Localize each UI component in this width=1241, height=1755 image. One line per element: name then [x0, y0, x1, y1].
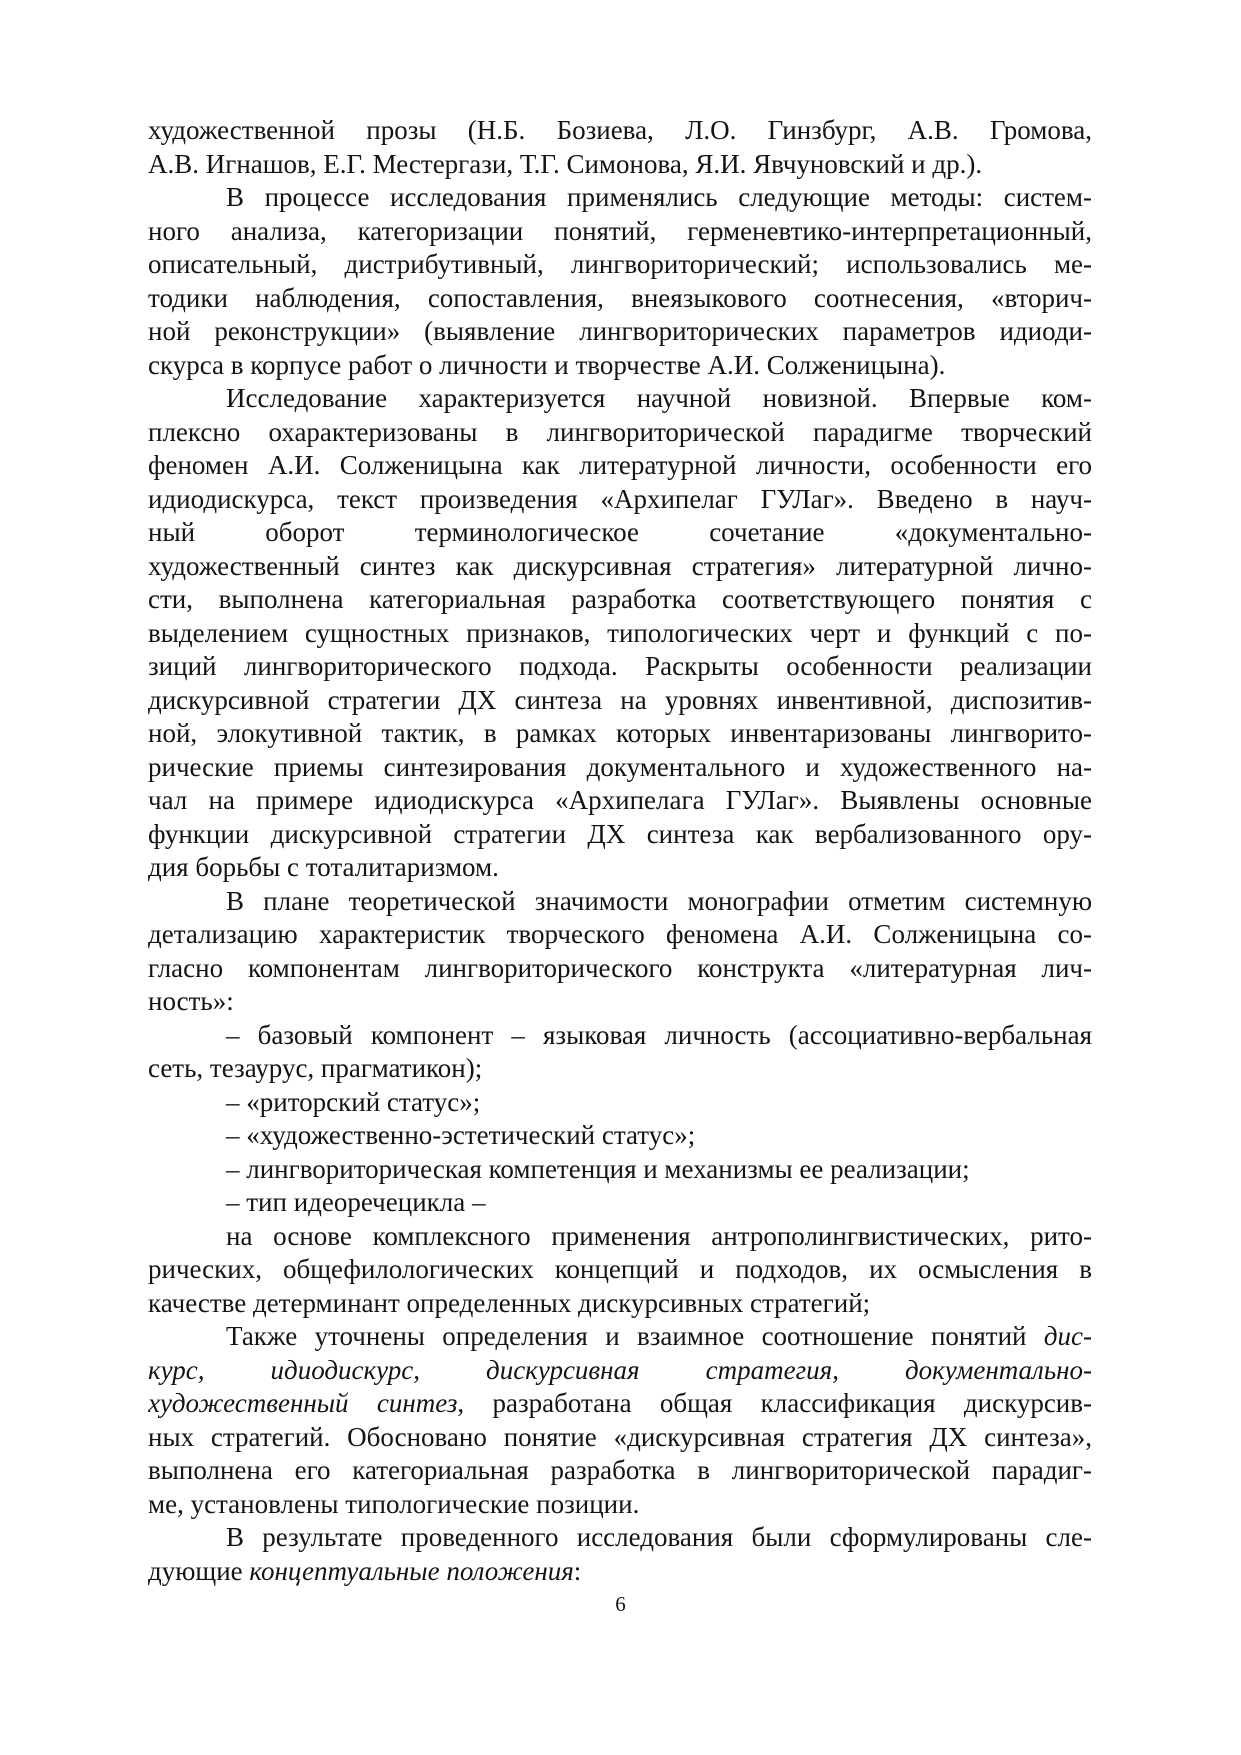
text-line [148, 1488, 1092, 1522]
text-segment: В плане теоретической значимости монографии отметим системную [226, 885, 1092, 916]
text-segment: Также уточнены определения и взаимное соотношение понятий [226, 1321, 1044, 1351]
text-line [148, 1153, 1092, 1187]
text-segment: – базовый компонент – языковая личность (ассоциативно-вербальная [226, 1019, 1092, 1050]
page-number: 6 [615, 1592, 626, 1616]
text-segment: ность»: [148, 986, 234, 1016]
text-segment: В процессе исследования применялись следующие методы: систем- [226, 182, 1092, 212]
text-line [148, 650, 1092, 684]
text-line [148, 449, 1092, 483]
text-line [148, 985, 1092, 1019]
text-segment: сеть, тезаурус, прагматикон); [148, 1053, 483, 1083]
text-segment: идиодискурса, текст произведения «Архипелаг ГУЛаг». Введено в науч- [148, 483, 1092, 514]
text-line [148, 885, 1092, 919]
text-segment: Исследование характеризуется научной новизной. Впервые ком- [226, 383, 1092, 413]
text-line [148, 751, 1092, 785]
text-segment: – «риторский статус»; [226, 1086, 481, 1117]
text-segment: выделением сущностных признаков, типологических черт и функций с по- [148, 617, 1092, 648]
text-line [148, 1521, 1092, 1555]
text-segment: выполнена его категориальная разработка в лингвориторической парадиг- [148, 1455, 1092, 1485]
text-line [148, 784, 1092, 818]
text-segment: ного анализа, категоризации понятий, герменевтико-интерпретационный, [148, 215, 1092, 246]
text-line [148, 1555, 1092, 1589]
text-line [148, 215, 1092, 249]
text-segment: скурса в корпусе работ о личности и творчестве А.И. Солженицына). [148, 349, 946, 380]
text-line [148, 851, 1092, 885]
text-segment: ной, элокутивной тактик, в рамках которых инвентаризованы лингворито- [148, 718, 1092, 748]
text-segment: функции дискурсивной стратегии ДХ синтеза как вербализованного ору- [148, 818, 1092, 849]
text-segment: А.В. Игнашов, Е.Г. Местергази, Т.Г. Симонова, Я.И. Явчуновский и др.). [148, 148, 983, 179]
italic-text-segment: концептуальные положения [249, 1555, 574, 1586]
text-line [148, 148, 1092, 182]
text-segment: на основе комплексного применения антрополингвистических, рито- [226, 1220, 1092, 1251]
text-line [148, 1186, 1092, 1220]
text-segment: детализацию характеристик творческого феномена А.И. Солженицына со- [148, 919, 1092, 949]
text-segment: зиций лингвориторического подхода. Раскрыты особенности реализации [148, 651, 1092, 681]
text-segment: дующие [148, 1555, 250, 1586]
text-line [148, 1220, 1092, 1254]
text-line [148, 1354, 1092, 1388]
text-segment: качестве детерминант определенных дискурсивных стратегий; [148, 1287, 871, 1318]
italic-text-segment: курс, идиодискурс, дискурсивная стратегия, документально- [148, 1354, 1092, 1385]
text-segment: – «художественно-эстетический статус»; [226, 1120, 696, 1150]
text-segment: сти, выполнена категориальная разработка соответствующего понятия с [148, 584, 1092, 614]
text-segment: чал на примере идиодискурса «Архипелага ГУЛаг». Выявлены основные [148, 785, 1092, 815]
text-segment: феномен А.И. Солженицына как литературной личности, особенности его [148, 450, 1092, 480]
text-line [148, 583, 1092, 617]
text-segment: : [573, 1555, 582, 1586]
text-segment: ный оборот терминологическое сочетание «документально- [148, 517, 1092, 547]
text-line [148, 1119, 1092, 1153]
text-segment: – лингвориторическая компетенция и механизмы ее реализации; [226, 1153, 970, 1184]
italic-text-segment: художественный синтез, [148, 1388, 465, 1418]
text-line [148, 1019, 1092, 1053]
text-line [148, 248, 1092, 282]
text-segment: рических, общефилологических концепций и подходов, их осмысления в [148, 1254, 1092, 1284]
text-line [148, 818, 1092, 852]
text-line [148, 684, 1092, 718]
text-line [148, 1287, 1092, 1321]
text-segment: ных стратегий. Обосновано понятие «дискурсивная стратегия ДХ синтеза», [148, 1421, 1092, 1452]
text-line [148, 416, 1092, 450]
text-line [148, 1320, 1092, 1354]
text-segment: дия борьбы с тоталитаризмом. [148, 852, 499, 882]
text-segment: В результате проведенного исследования были сформулированы сле- [226, 1522, 1092, 1552]
text-line [148, 952, 1092, 986]
text-line [148, 181, 1092, 215]
text-line [148, 349, 1092, 383]
text-segment: – тип идеоречецикла – [226, 1187, 486, 1217]
text-line [148, 282, 1092, 316]
text-line [148, 382, 1092, 416]
text-line [148, 1086, 1092, 1120]
text-segment: разработана общая классификация дискурсив- [464, 1388, 1092, 1418]
text-line [148, 1421, 1092, 1455]
text-segment: гласно компонентам лингвориторического конструкта «литературная лич- [148, 952, 1092, 983]
text-line [148, 918, 1092, 952]
text-line [148, 483, 1092, 517]
italic-text-segment: дис- [1043, 1321, 1092, 1351]
text-line [148, 315, 1092, 349]
text-line [148, 1052, 1092, 1086]
body-text [148, 114, 1092, 1588]
text-line [148, 617, 1092, 651]
text-segment: дискурсивной стратегии ДХ синтеза на уровнях инвентивной, диспозитив- [148, 684, 1092, 715]
text-segment: художественной прозы (Н.Б. Бозиева, Л.О. Гинзбург, А.В. Громова, [148, 115, 1092, 145]
text-line [148, 114, 1092, 148]
text-line [148, 516, 1092, 550]
text-segment: ме, установлены типологические позиции. [148, 1488, 640, 1519]
text-line [148, 717, 1092, 751]
text-segment: рические приемы синтезирования документального и художественного на- [148, 751, 1092, 782]
text-segment: плексно охарактеризованы в лингвориторической парадигме творческий [148, 416, 1092, 447]
text-segment: художественный синтез как дискурсивная стратегия» литературной лично- [148, 550, 1092, 581]
text-segment: тодики наблюдения, сопоставления, внеязыкового соотнесения, «вторич- [148, 282, 1092, 313]
text-segment: описательный, дистрибутивный, лингвориторический; использовались ме- [148, 249, 1092, 279]
text-segment: ной реконструкции» (выявление лингвориторических параметров идиоди- [148, 316, 1092, 346]
text-line [148, 1454, 1092, 1488]
text-line [148, 550, 1092, 584]
text-line [148, 1387, 1092, 1421]
text-line [148, 1253, 1092, 1287]
